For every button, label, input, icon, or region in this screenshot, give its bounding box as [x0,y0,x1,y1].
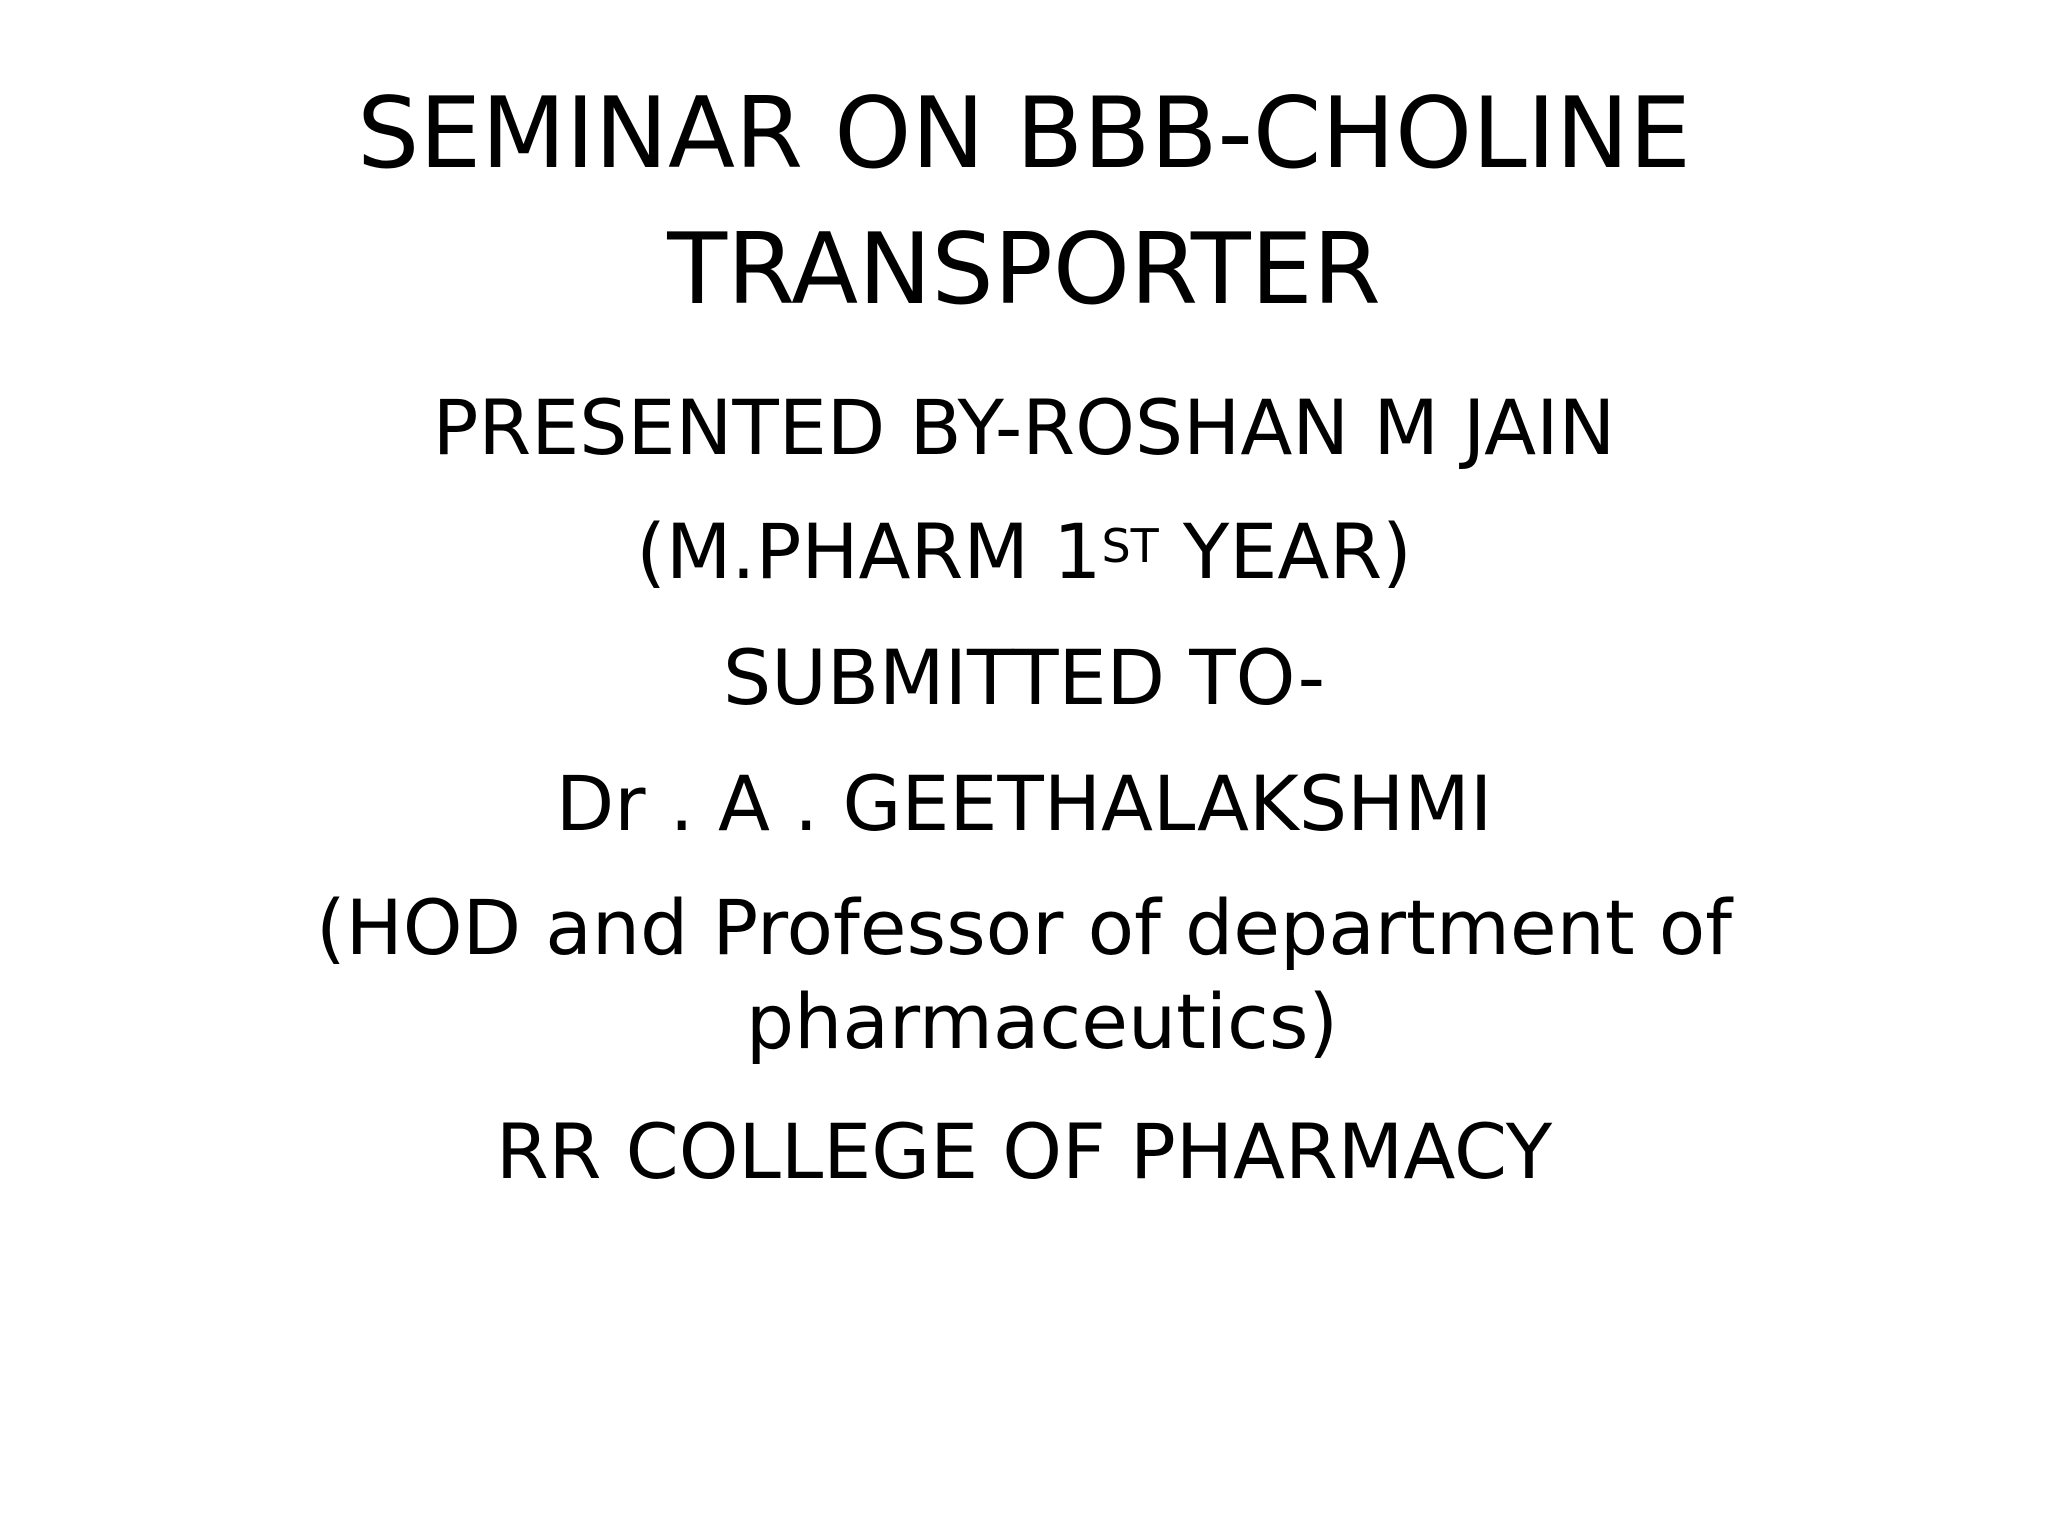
title-line-2: TRANSPORTER [667,213,1381,327]
course-superscript: ST [1101,519,1159,573]
college-line: RR COLLEGE OF PHARMACY [495,1107,1553,1196]
course-year: YEAR) [1158,507,1412,596]
guide-role-line-1: (HOD and Professor of department of [315,883,1733,972]
guide-name-line: Dr . A . GEETHALAKSHMI [555,759,1493,848]
slide-title [200,66,1848,338]
submitted-to-line: SUBMITTED TO- [723,633,1325,722]
presenter-line: PRESENTED BY-ROSHAN M JAIN [432,383,1616,472]
course-line [250,504,1798,600]
guide-role-line-2: pharmaceutics) [745,977,1339,1066]
course-text: (M.PHARM 1 [636,507,1102,596]
title-line-1: SEMINAR ON BBB-CHOLINE [357,77,1691,191]
